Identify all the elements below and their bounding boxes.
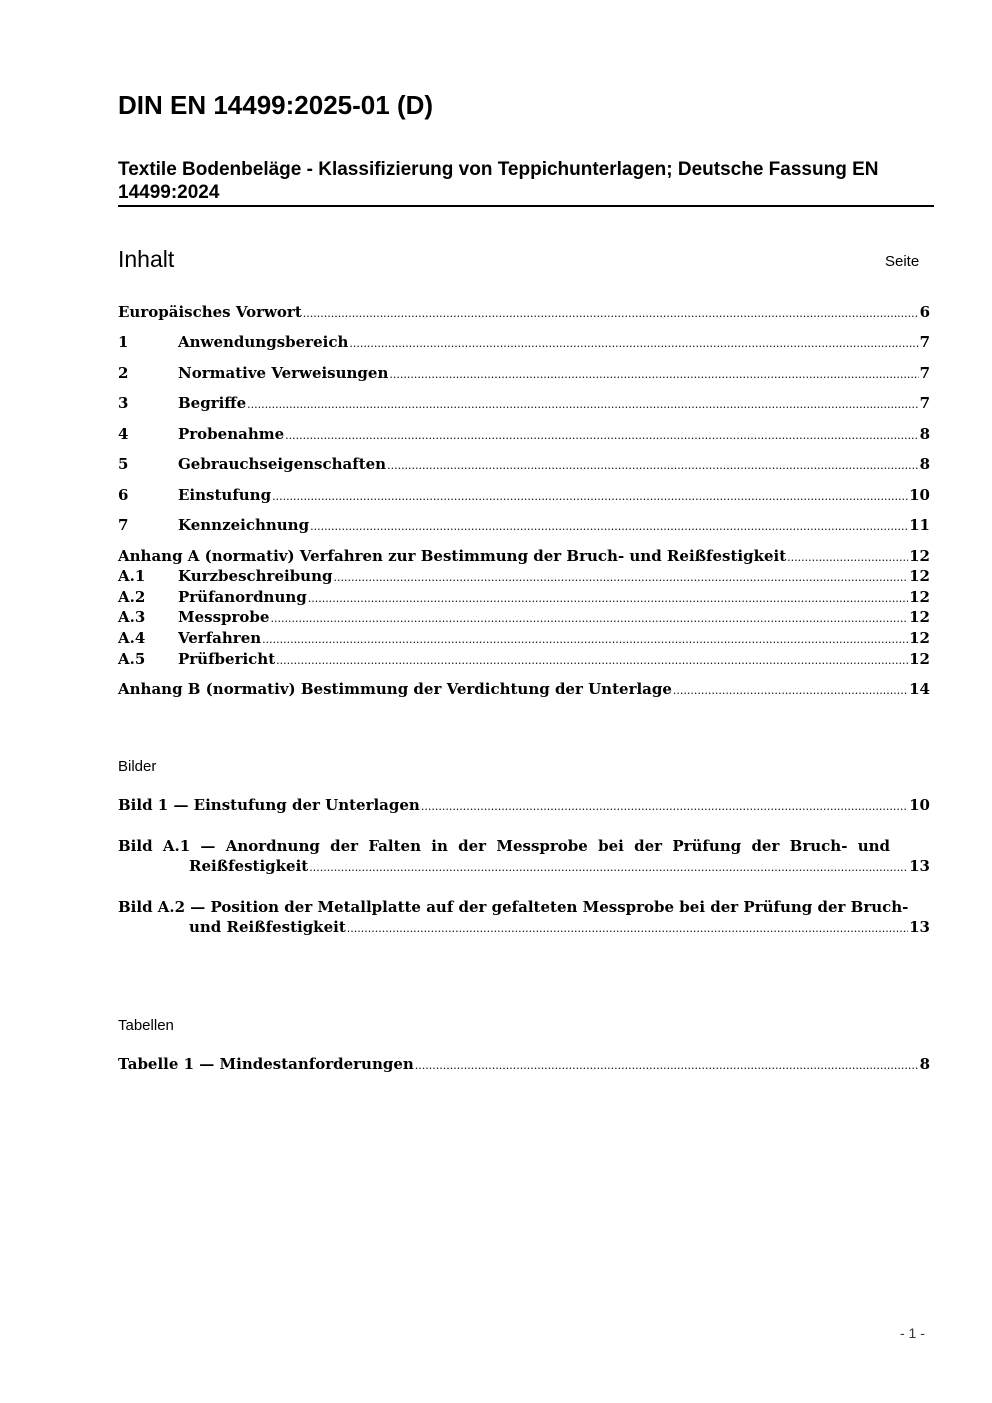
toc-entry[interactable] — [118, 629, 930, 649]
figure-entry[interactable] — [118, 796, 930, 816]
figure-entry-text: Bild 1 — Einstufung der Unterlagen — [118, 796, 420, 814]
toc-entry-number: A.5 — [118, 650, 146, 668]
toc-entry-text: Kurzbeschreibung — [178, 567, 333, 585]
toc-entry[interactable] — [118, 680, 930, 700]
figure-entry-text: und Reißfestigkeit — [189, 918, 346, 936]
figure-entry-line[interactable]: Bild A.2 — Position der Metallplatte auf der gefalteten Messprobe bei der Prüfung der Bruch- — [118, 898, 909, 916]
toc-entry-number: A.4 — [118, 629, 146, 647]
toc-entry-text: Europäisches Vorwort — [118, 303, 302, 321]
table-entry[interactable] — [118, 1055, 930, 1075]
toc-entry-text: Verfahren — [178, 629, 262, 647]
toc-entry[interactable] — [118, 567, 930, 587]
toc-entry-page: 12 — [909, 629, 930, 647]
document-title: Textile Bodenbeläge - Klassifizierung von Teppichunterlagen; Deutsche Fassung EN 14499:2024 — [118, 159, 879, 203]
toc-entry-page: 14 — [909, 680, 930, 698]
toc-entry-number: A.3 — [118, 608, 146, 626]
toc-entry-number: 5 — [118, 455, 129, 473]
toc-entry-text: Prüfanordnung — [178, 588, 307, 606]
toc-entry-page: 7 — [919, 333, 930, 351]
toc-entry[interactable] — [118, 486, 930, 506]
table-entry-page: 8 — [919, 1055, 930, 1073]
toc-entry-page: 12 — [909, 650, 930, 668]
toc-entry[interactable] — [118, 608, 930, 628]
toc-entry-text: Kennzeichnung — [178, 516, 310, 534]
toc-entry-text: Messprobe — [178, 608, 270, 626]
toc-entry-number: A.2 — [118, 588, 146, 606]
figure-entry-line[interactable]: Bild A.1 — Anordnung der Falten in der Messprobe bei der Prüfung der Bruch- und — [118, 837, 890, 855]
toc-entry-number: 2 — [118, 364, 129, 382]
toc-entry-text: Begriffe — [178, 394, 247, 412]
toc-entry[interactable] — [118, 364, 930, 384]
toc-entry[interactable] — [118, 455, 930, 475]
toc-entry-page: 8 — [919, 425, 930, 443]
toc-entry-page: 7 — [919, 364, 930, 382]
figure-entry-page: 13 — [909, 918, 930, 936]
tables-label: Tabellen — [118, 1017, 174, 1034]
toc-entry-text: Normative Verweisungen — [178, 364, 389, 382]
toc-entry[interactable] — [118, 425, 930, 445]
toc-entry-text: Probenahme — [178, 425, 285, 443]
document-id: DIN EN 14499:2025-01 (D) — [118, 90, 434, 120]
toc-entry[interactable] — [118, 394, 930, 414]
toc-entry-number: 4 — [118, 425, 129, 443]
figure-entry[interactable] — [118, 918, 930, 938]
figure-entry-page: 10 — [909, 796, 930, 814]
toc-entry[interactable] — [118, 516, 930, 536]
toc-entry[interactable] — [118, 588, 930, 608]
toc-entry-page: 8 — [919, 455, 930, 473]
toc-entry-number: 6 — [118, 486, 129, 504]
toc-heading: Inhalt — [118, 246, 175, 272]
toc-entry-page: 6 — [919, 303, 930, 321]
figure-entry-text: Reißfestigkeit — [189, 857, 309, 875]
table-entry-text: Tabelle 1 — Mindestanforderungen — [118, 1055, 414, 1073]
toc-entry[interactable] — [118, 547, 930, 567]
toc-entry-page: 7 — [919, 394, 930, 412]
toc-entry[interactable] — [118, 650, 930, 670]
figure-entry-page: 13 — [909, 857, 930, 875]
toc-entry-text: Gebrauchseigenschaften — [178, 455, 387, 473]
toc-page-column-label: Seite — [885, 253, 920, 270]
toc-entry-page: 12 — [909, 547, 930, 565]
toc-entry-number: 7 — [118, 516, 129, 534]
toc-entry-number: A.1 — [118, 567, 146, 585]
toc-entry-text: Prüfbericht — [178, 650, 276, 668]
page-number: - 1 - — [900, 1325, 925, 1341]
toc-entry-text: Anwendungsbereich — [178, 333, 349, 351]
toc-entry-page: 11 — [909, 516, 930, 534]
toc-entry-page: 12 — [909, 608, 930, 626]
figure-entry[interactable] — [118, 857, 930, 877]
toc-entry-page: 12 — [909, 567, 930, 585]
toc-entry-number: 1 — [118, 333, 129, 351]
toc-entry-text: Anhang A (normativ) Verfahren zur Bestimmung der Bruch- und Reißfestigkeit — [118, 547, 787, 565]
toc-entry[interactable] — [118, 333, 930, 353]
toc-entry[interactable] — [118, 303, 930, 323]
toc-entry-page: 12 — [909, 588, 930, 606]
toc-entry-page: 10 — [909, 486, 930, 504]
toc-entry-text: Einstufung — [178, 486, 272, 504]
toc-entry-text: Anhang B (normativ) Bestimmung der Verdichtung der Unterlage — [118, 680, 672, 698]
toc-entry-number: 3 — [118, 394, 129, 412]
title-divider — [118, 205, 934, 207]
figures-label: Bilder — [118, 758, 157, 775]
